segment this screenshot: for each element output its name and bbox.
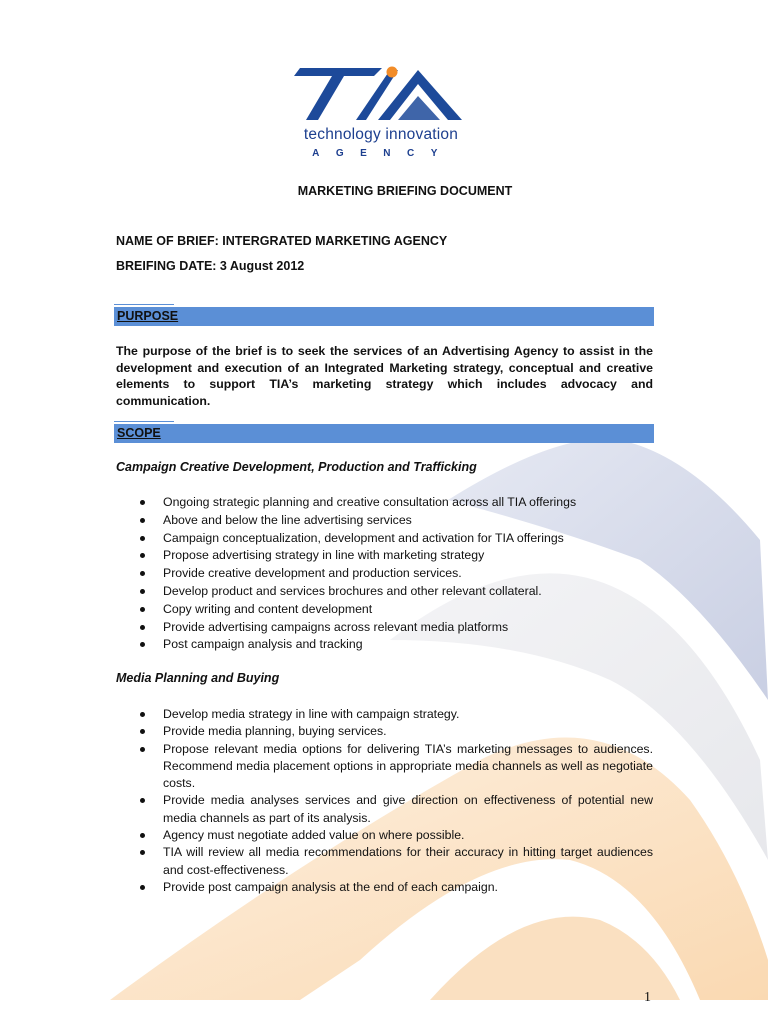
bullet-icon <box>140 729 145 734</box>
page-number: 1 <box>644 990 651 1005</box>
scope-heading: SCOPE <box>114 424 654 443</box>
bullet-icon <box>140 833 145 838</box>
list-item: Propose advertising strategy in line with marketing strategy <box>116 547 653 565</box>
list-item: Provide post campaign analysis at the end of each campaign. <box>116 879 653 896</box>
logo-agency-word: AGENCY <box>312 148 454 159</box>
bullet-icon <box>140 642 145 647</box>
list-item: Ongoing strategic planning and creative consultation across all TIA offerings <box>116 494 653 512</box>
bullet-icon <box>140 536 145 541</box>
bullet-icon <box>140 571 145 576</box>
bullet-icon <box>140 518 145 523</box>
bullet-icon <box>140 885 145 890</box>
name-of-brief: NAME OF BRIEF: INTERGRATED MARKETING AGENCY <box>116 234 448 248</box>
bullet-icon <box>140 625 145 630</box>
bullet-icon <box>140 607 145 612</box>
purpose-heading: PURPOSE <box>114 307 654 326</box>
list-item: Provide media planning, buying services. <box>116 723 653 740</box>
list-item: Provide creative development and production services. <box>116 565 653 583</box>
purpose-text: The purpose of the brief is to seek the services of an Advertising Agency to assist in the development and execution of an Integrated Marketing strategy, conceptual and creative elements to support TIA’s marketing strategy which includes advocacy and communication. <box>116 344 653 408</box>
list-item: Propose relevant media options for delivering TIA’s marketing messages to audiences. Recommend media placement options in appropriate media channels as well as negotiate costs. <box>116 741 653 793</box>
briefing-date: BREIFING DATE: 3 August 2012 <box>116 259 305 273</box>
campaign-subheading: Campaign Creative Development, Production and Trafficking <box>116 460 477 474</box>
list-item: Provide media analyses services and give direction on effectiveness of potential new media channels as part of its analysis. <box>116 792 653 827</box>
list-item: Copy writing and content development <box>116 601 653 619</box>
list-item: Above and below the line advertising services <box>116 512 653 530</box>
bullet-icon <box>140 712 145 717</box>
logo-wordmark: technology innovation <box>303 126 459 143</box>
list-item: Develop media strategy in line with campaign strategy. <box>116 706 653 723</box>
bullet-icon <box>140 850 145 855</box>
list-item: TIA will review all media recommendations for their accuracy in hitting target audiences and cost-effectiveness. <box>116 844 653 879</box>
bullet-icon <box>140 798 145 803</box>
tia-logo-mark <box>286 62 476 126</box>
list-item: Develop product and services brochures and other relevant collateral. <box>116 583 653 601</box>
bullet-icon <box>140 553 145 558</box>
media-list <box>116 706 653 896</box>
tia-logo <box>286 62 476 162</box>
bullet-icon <box>140 500 145 505</box>
list-item: Post campaign analysis and tracking <box>116 636 653 654</box>
bullet-icon <box>140 589 145 594</box>
list-item: Provide advertising campaigns across relevant media platforms <box>116 619 653 637</box>
list-item: Agency must negotiate added value on where possible. <box>116 827 653 844</box>
section-marker <box>114 421 174 422</box>
campaign-list <box>116 494 653 654</box>
document-title: MARKETING BRIEFING DOCUMENT <box>297 184 513 198</box>
media-subheading: Media Planning and Buying <box>116 671 280 685</box>
section-marker <box>114 304 174 305</box>
bullet-icon <box>140 747 145 752</box>
list-item: Campaign conceptualization, development and activation for TIA offerings <box>116 530 653 548</box>
